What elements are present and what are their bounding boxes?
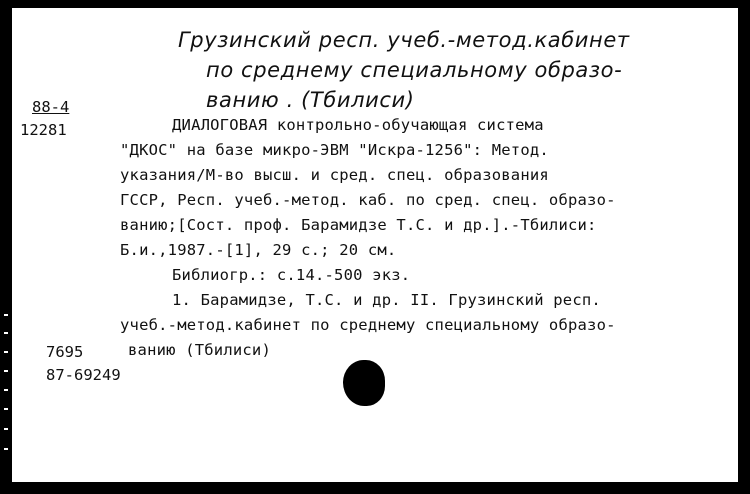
record-line-5: ванию;[Сост. проф. Барамидзе Т.С. и др.].-Тбилиси: [120, 216, 597, 234]
record-line-3: указания/М-во высш. и сред. спец. образования [120, 166, 549, 184]
speck [4, 351, 8, 353]
scan-edge-specks [0, 310, 12, 460]
code-2: 87-69249 [46, 366, 121, 384]
shelf-mark: 88-4 [32, 98, 70, 116]
speck [4, 370, 8, 372]
record-line-2: "ДКОС" на базе микро-ЭВМ "Искра-1256": Метод. [120, 141, 549, 159]
record-line-4: ГССР, Респ. учеб.-метод. каб. по сред. спец. образо- [120, 191, 616, 209]
record-line-6: Б.и.,1987.-[1], 29 с.; 20 см. [120, 241, 397, 259]
tracing-line-1: 1. Барамидзе, Т.С. и др. II. Грузинский респ. [172, 291, 601, 309]
speck [4, 314, 8, 316]
speck [4, 332, 8, 334]
speck [4, 448, 8, 450]
catalog-card [12, 8, 738, 482]
bibliography-note: Библиогр.: с.14.-500 экз. [172, 266, 411, 284]
speck [4, 428, 8, 430]
tracing-line-2: учеб.-метод.кабинет по среднему специальному образо- [120, 316, 616, 334]
handwritten-heading-line-3: ванию . (Тбилиси) [206, 88, 415, 112]
handwritten-heading-line-1: Грузинский респ. учеб.-метод.кабинет [178, 28, 630, 52]
speck [4, 389, 8, 391]
tracing-line-3: ванию (Тбилиси) [128, 341, 271, 359]
speck [4, 408, 8, 410]
record-line-1: ДИАЛОГОВАЯ контрольно-обучающая система [172, 116, 544, 134]
code-1: 7695 [46, 343, 84, 361]
ink-blot [343, 360, 385, 406]
card-number: 12281 [20, 121, 67, 139]
handwritten-heading-line-2: по среднему специальному образо- [206, 58, 623, 82]
